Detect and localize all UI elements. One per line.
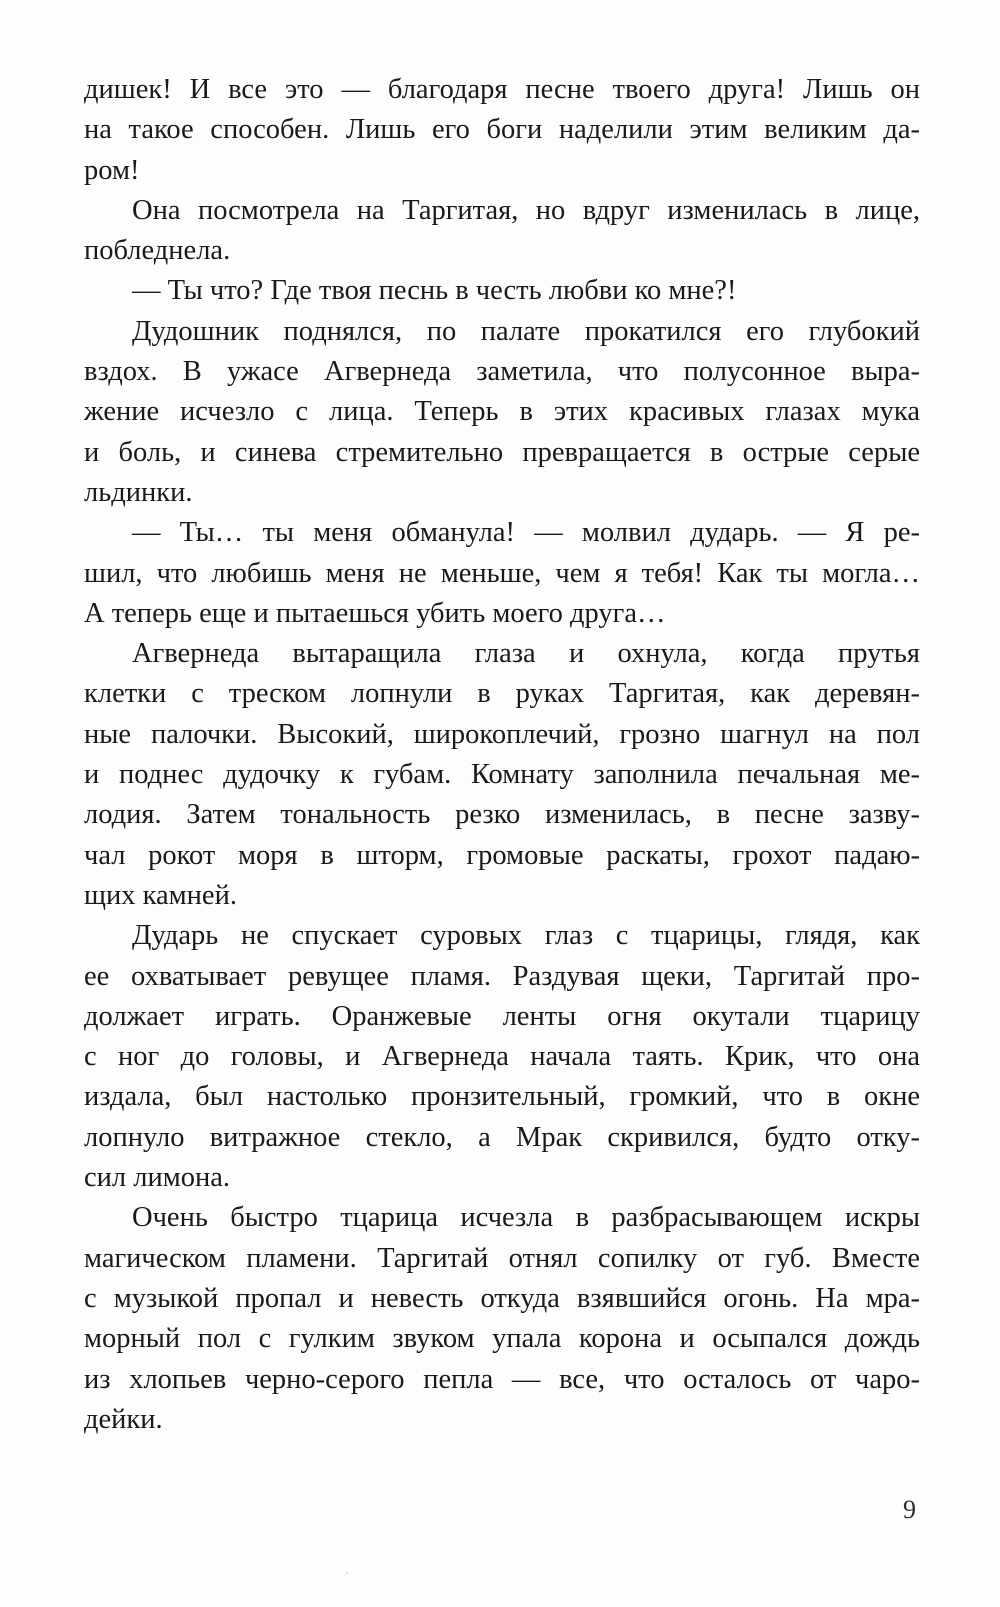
text-line: чал рокот моря в шторм, громовые раскаты, грохот падаю- [84, 839, 920, 871]
text-line: издала, был настолько пронзительный, громкий, что в окне [84, 1081, 920, 1113]
text-line: и поднес дудочку к губам. Комнату заполнила печальная ме- [84, 759, 920, 791]
text-line: с музыкой пропал и невесть откуда взявшийся огонь. На мра- [84, 1282, 920, 1314]
text-line: лопнуло витражное стекло, а Мрак скривился, будто отку- [84, 1121, 920, 1153]
text-line: магическом пламени. Таргитай отнял сопилку от губ. Вместе [84, 1242, 920, 1274]
text-line: на такое способен. Лишь его боги наделили этим великим да- [84, 114, 920, 146]
text-line: жение исчезло с лица. Теперь в этих красивых глазах мука [84, 396, 920, 428]
text-line: ром! [84, 154, 140, 186]
text-line: с ног до головы, и Агвернеда начала таять. Крик, что она [84, 1041, 920, 1073]
text-line: и боль, и синева стремительно превращается в острые серые [84, 436, 920, 468]
text-line: Очень быстро тцарица исчезла в разбрасывающем искры [132, 1202, 920, 1234]
text-line: дишек! И все это — благодаря песне твоего друга! Лишь он [84, 74, 920, 105]
text-line: льдинки. [84, 476, 193, 508]
text-line: лодия. Затем тональность резко изменилась, в песне зазву- [84, 799, 920, 831]
text-line: должает играть. Оранжевые ленты огня окутали тцарицу [84, 1000, 920, 1032]
text-line: Агвернеда вытаращила глаза и охнула, когда прутья [132, 638, 920, 670]
speck-mark [346, 1572, 348, 1574]
text-line: сил лимона. [84, 1162, 231, 1194]
text-line: морный пол с гулким звуком упала корона и осыпался дождь [84, 1323, 920, 1355]
text-line: вздох. В ужасе Агвернеда заметила, что полусонное выра- [84, 356, 920, 388]
text-line: клетки с треском лопнули в руках Таргитая, как деревян- [84, 678, 920, 710]
text-line: шил, что любишь меня не меньше, чем я тебя! Как ты могла… [84, 557, 920, 589]
text-line: ные палочки. Высокий, широкоплечий, грозно шагнул на пол [84, 718, 920, 750]
text-line: Дударь не спускает суровых глаз с тцарицы, глядя, как [132, 920, 920, 952]
text-line: А теперь еще и пытаешься убить моего друга… [84, 597, 666, 629]
page-text [84, 70, 920, 1440]
text-line: — Ты… ты меня обманула! — молвил дударь. — Я ре- [132, 517, 920, 549]
text-line: Она посмотрела на Таргитая, но вдруг изменилась в лице, [132, 194, 920, 226]
text-line: побледнела. [84, 235, 231, 267]
text-line: Дудошник поднялся, по палате прокатился его глубокий [132, 315, 920, 347]
text-line: щих камней. [84, 879, 237, 911]
page-number: 9 [903, 1495, 916, 1524]
text-line: дейки. [84, 1403, 163, 1435]
text-line: — Ты что? Где твоя песнь в честь любви ко мне?! [132, 275, 737, 307]
text-line: ее охватывает ревущее пламя. Раздувая щеки, Таргитай про- [84, 960, 920, 992]
text-line: из хлопьев черно-серого пепла — все, что осталось от чаро- [84, 1363, 920, 1395]
